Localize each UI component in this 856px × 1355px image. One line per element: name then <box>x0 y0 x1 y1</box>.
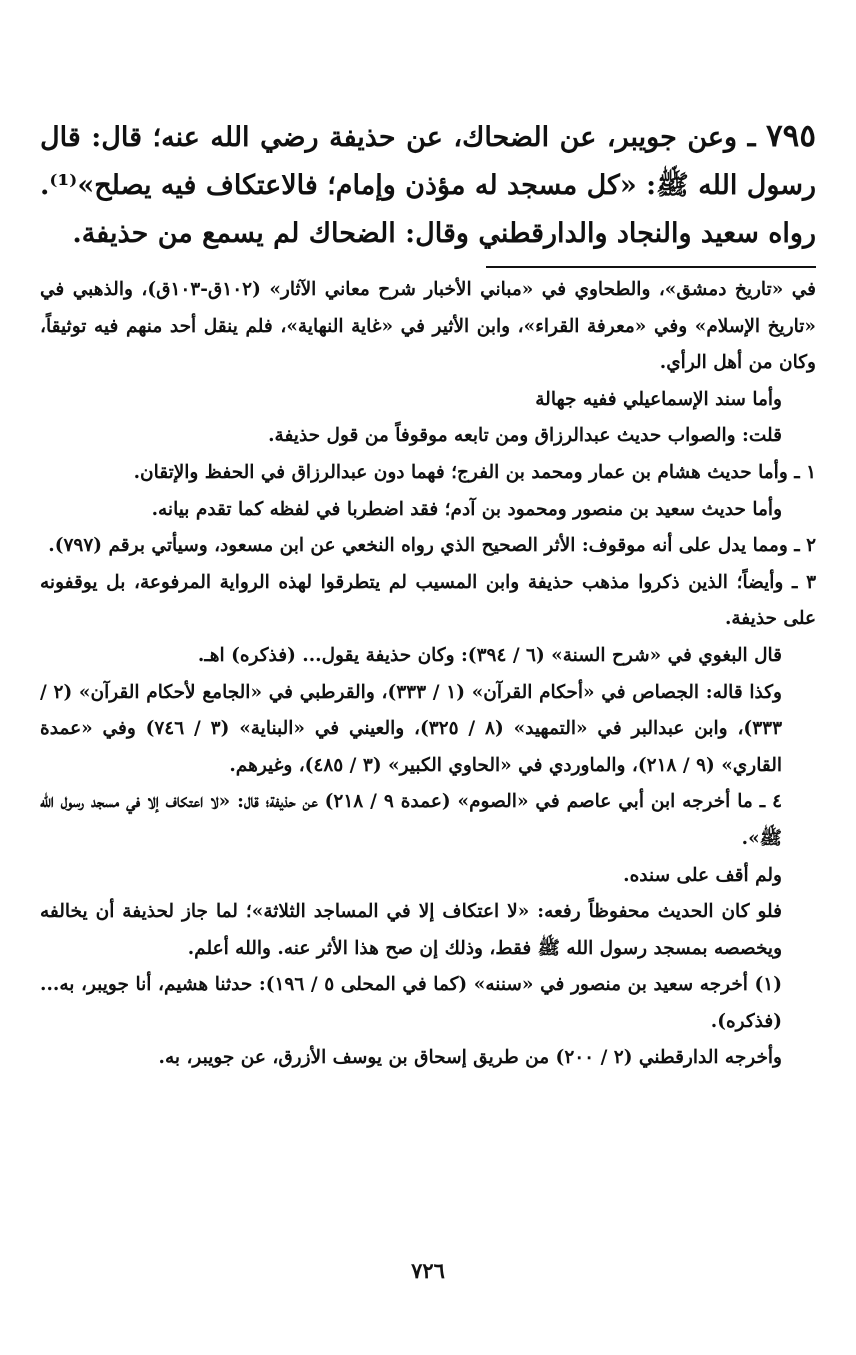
page-number: ٧٢٦ <box>411 1258 445 1283</box>
footnote-paragraph: ولم أقف على سنده. <box>623 864 782 886</box>
footnote-paragraph: ١ ـ وأما حديث هشام بن عمار ومحمد بن الفرج؛ فهما دون عبدالرزاق في الحفظ والإتقان. <box>133 461 816 483</box>
footnote-paragraph: وأخرجه الدارقطني (٢ / ٢٠٠) من طريق إسحاق بن يوسف الأزرق، عن جويبر، به. <box>158 1047 782 1069</box>
footnotes <box>40 272 816 1077</box>
footnote-paragraph: في «تاريخ دمشق»، والطحاوي في «مباني الأخبار شرح معاني الآثار» (١٠٢ق-١٠٣ق)، والذهبي في «تاريخ الإسلام» وفي «معرفة القراء»، وابن الأثير في «غاية النهاية»، فلم ينقل أحد منهم فيه توثيقاً، وكان من أهل الرأي. <box>40 279 816 374</box>
footnote-paragraph: وكذا قاله: الجصاص في «أحكام القرآن» (١ / ٣٣٣)، والقرطبي في «الجامع لأحكام القرآن» (٢ / ٣٣٣)، وابن عبدالبر في «التمهيد» (٨ / ٣٢٥)، والعيني في «البناية» (٣ / ٧٤٦) وفي «عمدة القاري» (٩ / ٢١٨)، والماوردي في «الحاوي الكبير» (٣ / ٤٨٥)، وغيرهم. <box>40 681 783 776</box>
footnote-paragraph: قلت: والصواب حديث عبدالرزاق ومن تابعه موقوفاً من قول حذيفة. <box>268 425 782 447</box>
hadith-text: ـ وعن جويبر، عن الضحاك، عن حذيفة رضي الله عنه؛ قال: قال رسول الله ﷺ: «كل مسجد له مؤذن وإمام؛ فالاعتكاف فيه يصلح»⁽¹⁾. رواه سعيد والنجاد والدارقطني وقال: الضحاك لم يسمع من حذيفة. <box>40 122 816 249</box>
footnote-paragraph: قال البغوي في «شرح السنة» (٦ / ٣٩٤): وكان حذيفة يقول... (فذكره) اهـ. <box>197 644 782 666</box>
footnote-paragraph: وأما حديث سعيد بن منصور ومحمود بن آدم؛ فقد اضطربا في لفظه كما تقدم بيانه. <box>151 498 782 520</box>
hadith-block <box>40 112 816 258</box>
footnote-paragraph: وأما سند الإسماعيلي ففيه جهالة <box>535 388 782 410</box>
footnote-separator <box>486 266 816 268</box>
footnote-paragraph: ٢ ـ ومما يدل على أنه موقوف: الأثر الصحيح الذي رواه النخعي عن ابن مسعود، وسيأتي برقم (٧٩٧). <box>48 535 816 557</box>
footnote-paragraph: ٣ ـ وأيضاً؛ الذين ذكروا مذهب حذيفة وابن المسيب لم يتطرقوا لهذه الرواية المرفوعة، بل يوقفونه على حذيفة. <box>40 571 816 630</box>
hadith-number: ٧٩٥ <box>766 118 816 154</box>
footnote-paragraph: فلو كان الحديث محفوظاً رفعه: «لا اعتكاف إلا في المساجد الثلاثة»؛ لما جاز لحذيفة أن يخالفه ويخصصه بمسجد رسول الله ﷺ فقط، وذلك إن صح هذا الأثر عنه. والله أعلم. <box>40 901 782 959</box>
footnote-paragraph: ٤ ـ ما أخرجه ابن أبي عاصم في «الصوم» (عمدة ٩ / ٢١٨) عن حذيفة؛ قال: «لا اعتكاف إلا في مسجد رسول الله ﷺ». <box>40 791 783 849</box>
footnote-paragraph: (١) أخرجه سعيد بن منصور في «سننه» (كما في المحلى ٥ / ١٩٦): حدثنا هشيم، أنا جويبر، به... (فذكره). <box>40 974 782 1032</box>
